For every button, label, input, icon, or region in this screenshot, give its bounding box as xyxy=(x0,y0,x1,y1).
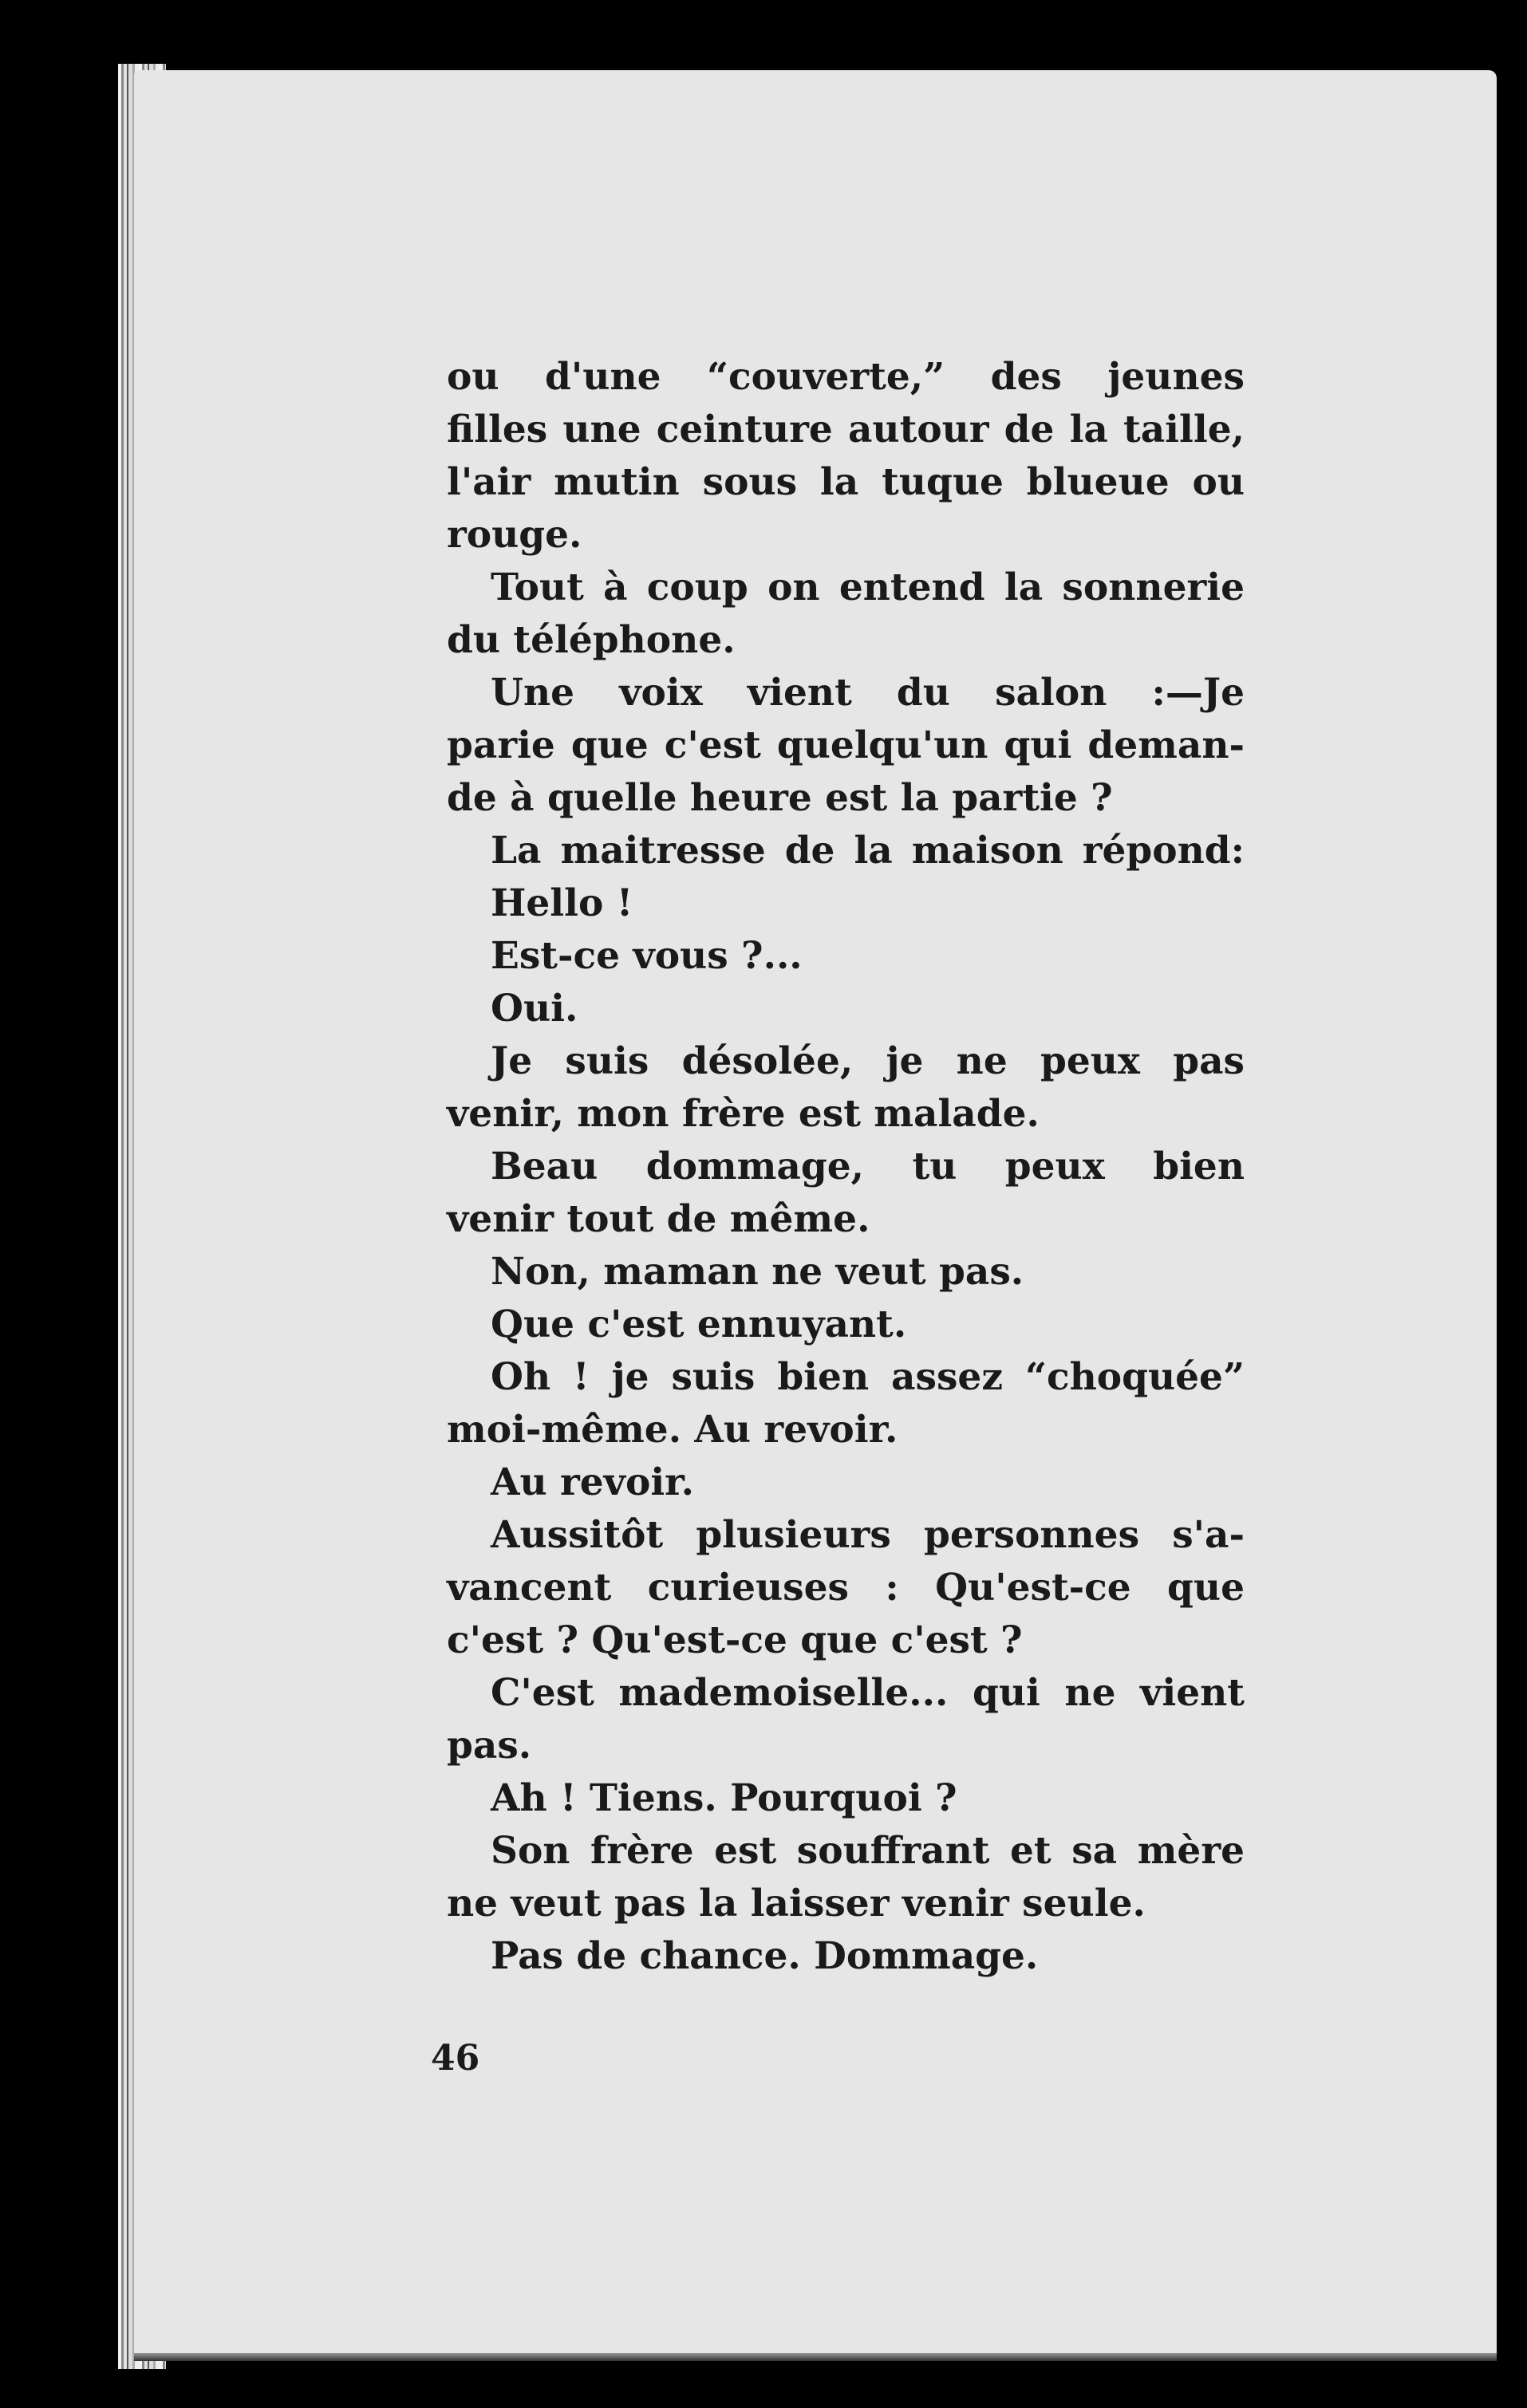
text-line: parie que c'est quelqu'un qui deman- xyxy=(447,723,1245,767)
text-line: pas. xyxy=(447,1724,532,1768)
page-bottom-edge xyxy=(134,2353,1497,2361)
text-line: vancent curieuses : Qu'est-ce que xyxy=(447,1566,1245,1610)
text-line: c'est ? Qu'est-ce que c'est ? xyxy=(447,1618,1023,1662)
text-line: du téléphone. xyxy=(447,618,736,662)
text-line: Beau dommage, tu peux bien xyxy=(491,1145,1245,1188)
text-line: Oh ! je suis bien assez “choquée” xyxy=(491,1355,1245,1399)
text-line: Non, maman ne veut pas. xyxy=(491,1250,1024,1294)
text-line: venir tout de même. xyxy=(447,1197,870,1241)
text-line: filles une ceinture autour de la taille, xyxy=(447,408,1245,451)
text-line: venir, mon frère est malade. xyxy=(447,1092,1040,1136)
text-line: Oui. xyxy=(491,987,578,1031)
text-line: Au revoir. xyxy=(491,1460,694,1504)
text-line: Une voix vient du salon :—Je xyxy=(491,671,1245,715)
page-text xyxy=(447,351,1245,1983)
page-number: 46 xyxy=(431,2038,480,2079)
text-line: moi-même. Au revoir. xyxy=(447,1408,898,1452)
text-line: rouge. xyxy=(447,513,582,557)
text-line: Que c'est ennuyant. xyxy=(491,1303,907,1346)
text-line: Hello ! xyxy=(491,881,633,925)
text-line: l'air mutin sous la tuque blueue ou xyxy=(447,460,1245,504)
text-line: La maitresse de la maison répond: xyxy=(491,829,1245,873)
text-line: Ah ! Tiens. Pourquoi ? xyxy=(491,1776,957,1820)
text-line: C'est mademoiselle... qui ne vient xyxy=(491,1671,1245,1715)
text-line: Tout à coup on entend la sonnerie xyxy=(491,566,1245,609)
text-line: Est-ce vous ?... xyxy=(491,934,803,978)
text-line: Aussitôt plusieurs personnes s'a- xyxy=(491,1513,1245,1557)
text-line: ou d'une “couverte,” des jeunes xyxy=(447,355,1245,399)
text-line: ne veut pas la laisser venir seule. xyxy=(447,1882,1146,1925)
text-line: Je suis désolée, je ne peux pas xyxy=(491,1039,1245,1083)
text-line: Son frère est souffrant et sa mère xyxy=(491,1829,1245,1873)
text-line: Pas de chance. Dommage. xyxy=(491,1934,1039,1978)
text-line: de à quelle heure est la partie ? xyxy=(447,776,1113,820)
